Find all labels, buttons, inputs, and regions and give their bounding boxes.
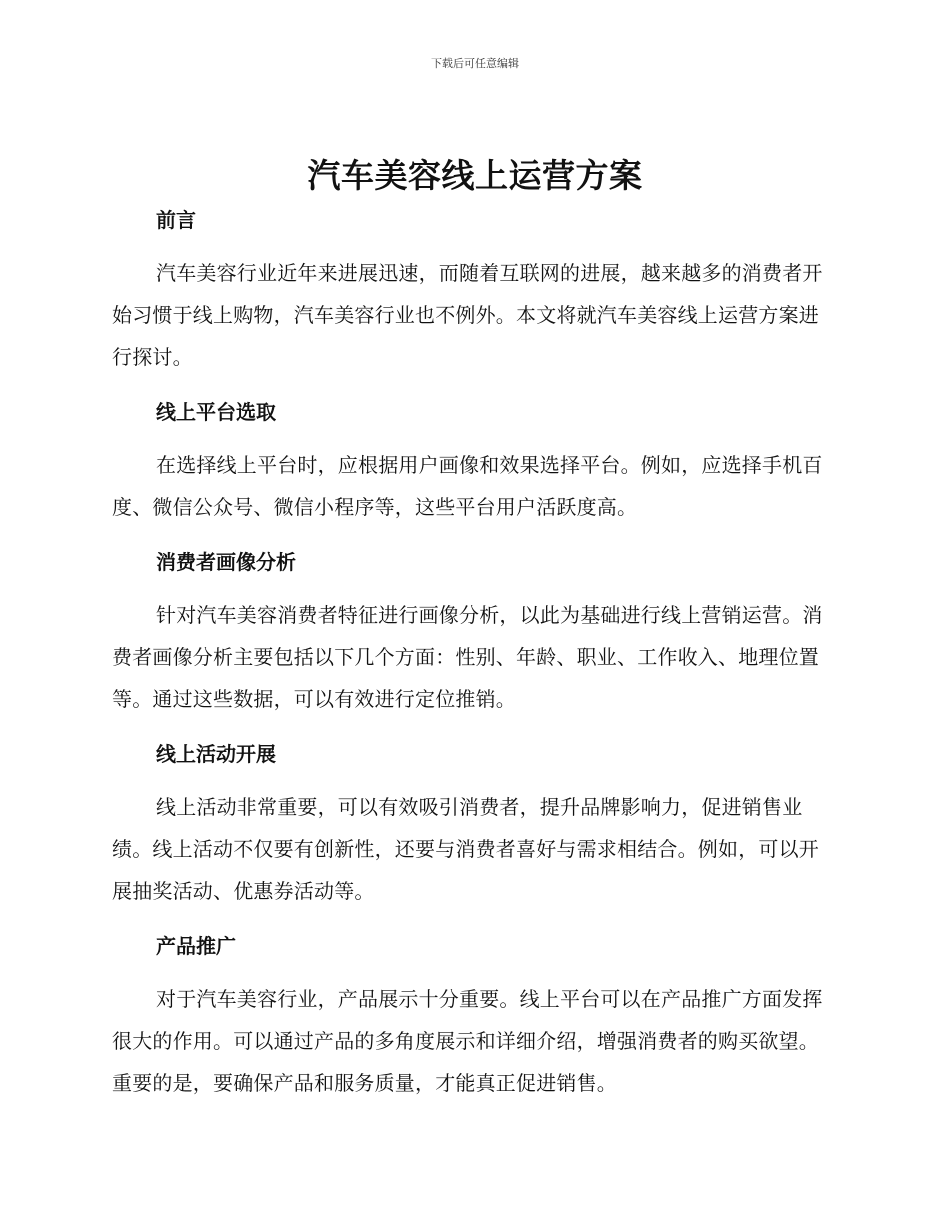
section-body-preface: 汽车美容行业近年来进展迅速，而随着互联网的进展，越来越多的消费者开始习惯于线上购物，汽车美容行业也不例外。本文将就汽车美容线上运营方案进行探讨。 — [112, 261, 823, 369]
section-heading-online-activities: 线上活动开展 — [156, 742, 276, 766]
section-heading-consumer-profile: 消费者画像分析 — [156, 550, 296, 574]
document-title: 汽车美容线上运营方案 — [307, 156, 643, 195]
section-body-consumer-profile: 针对汽车美容消费者特征进行画像分析，以此为基础进行线上营销运营。消费者画像分析主要包括以下几个方面：性别、年龄、职业、工作收入、地理位置等。通过这些数据，可以有效进行定位推销。 — [112, 603, 823, 711]
section-body-online-activities: 线上活动非常重要，可以有效吸引消费者，提升品牌影响力，促进销售业绩。线上活动不仅要有创新性，还要与消费者喜好与需求相结合。例如，可以开展抽奖活动、优惠券活动等。 — [112, 795, 819, 903]
section-heading-product-promotion: 产品推广 — [156, 934, 236, 958]
document-body — [112, 200, 832, 1118]
section-heading-preface: 前言 — [156, 208, 196, 232]
page-header-note: 下载后可任意编辑 — [431, 57, 519, 70]
section-body-product-promotion: 对于汽车美容行业，产品展示十分重要。线上平台可以在产品推广方面发挥很大的作用。可以通过产品的多角度展示和详细介绍，增强消费者的购买欲望。重要的是，要确保产品和服务质量，才能真正促进销售。 — [112, 987, 823, 1095]
section-body-platform-selection: 在选择线上平台时，应根据用户画像和效果选择平台。例如，应选择手机百度、微信公众号、微信小程序等，这些平台用户活跃度高。 — [112, 453, 823, 519]
section-heading-platform-selection: 线上平台选取 — [156, 400, 276, 424]
